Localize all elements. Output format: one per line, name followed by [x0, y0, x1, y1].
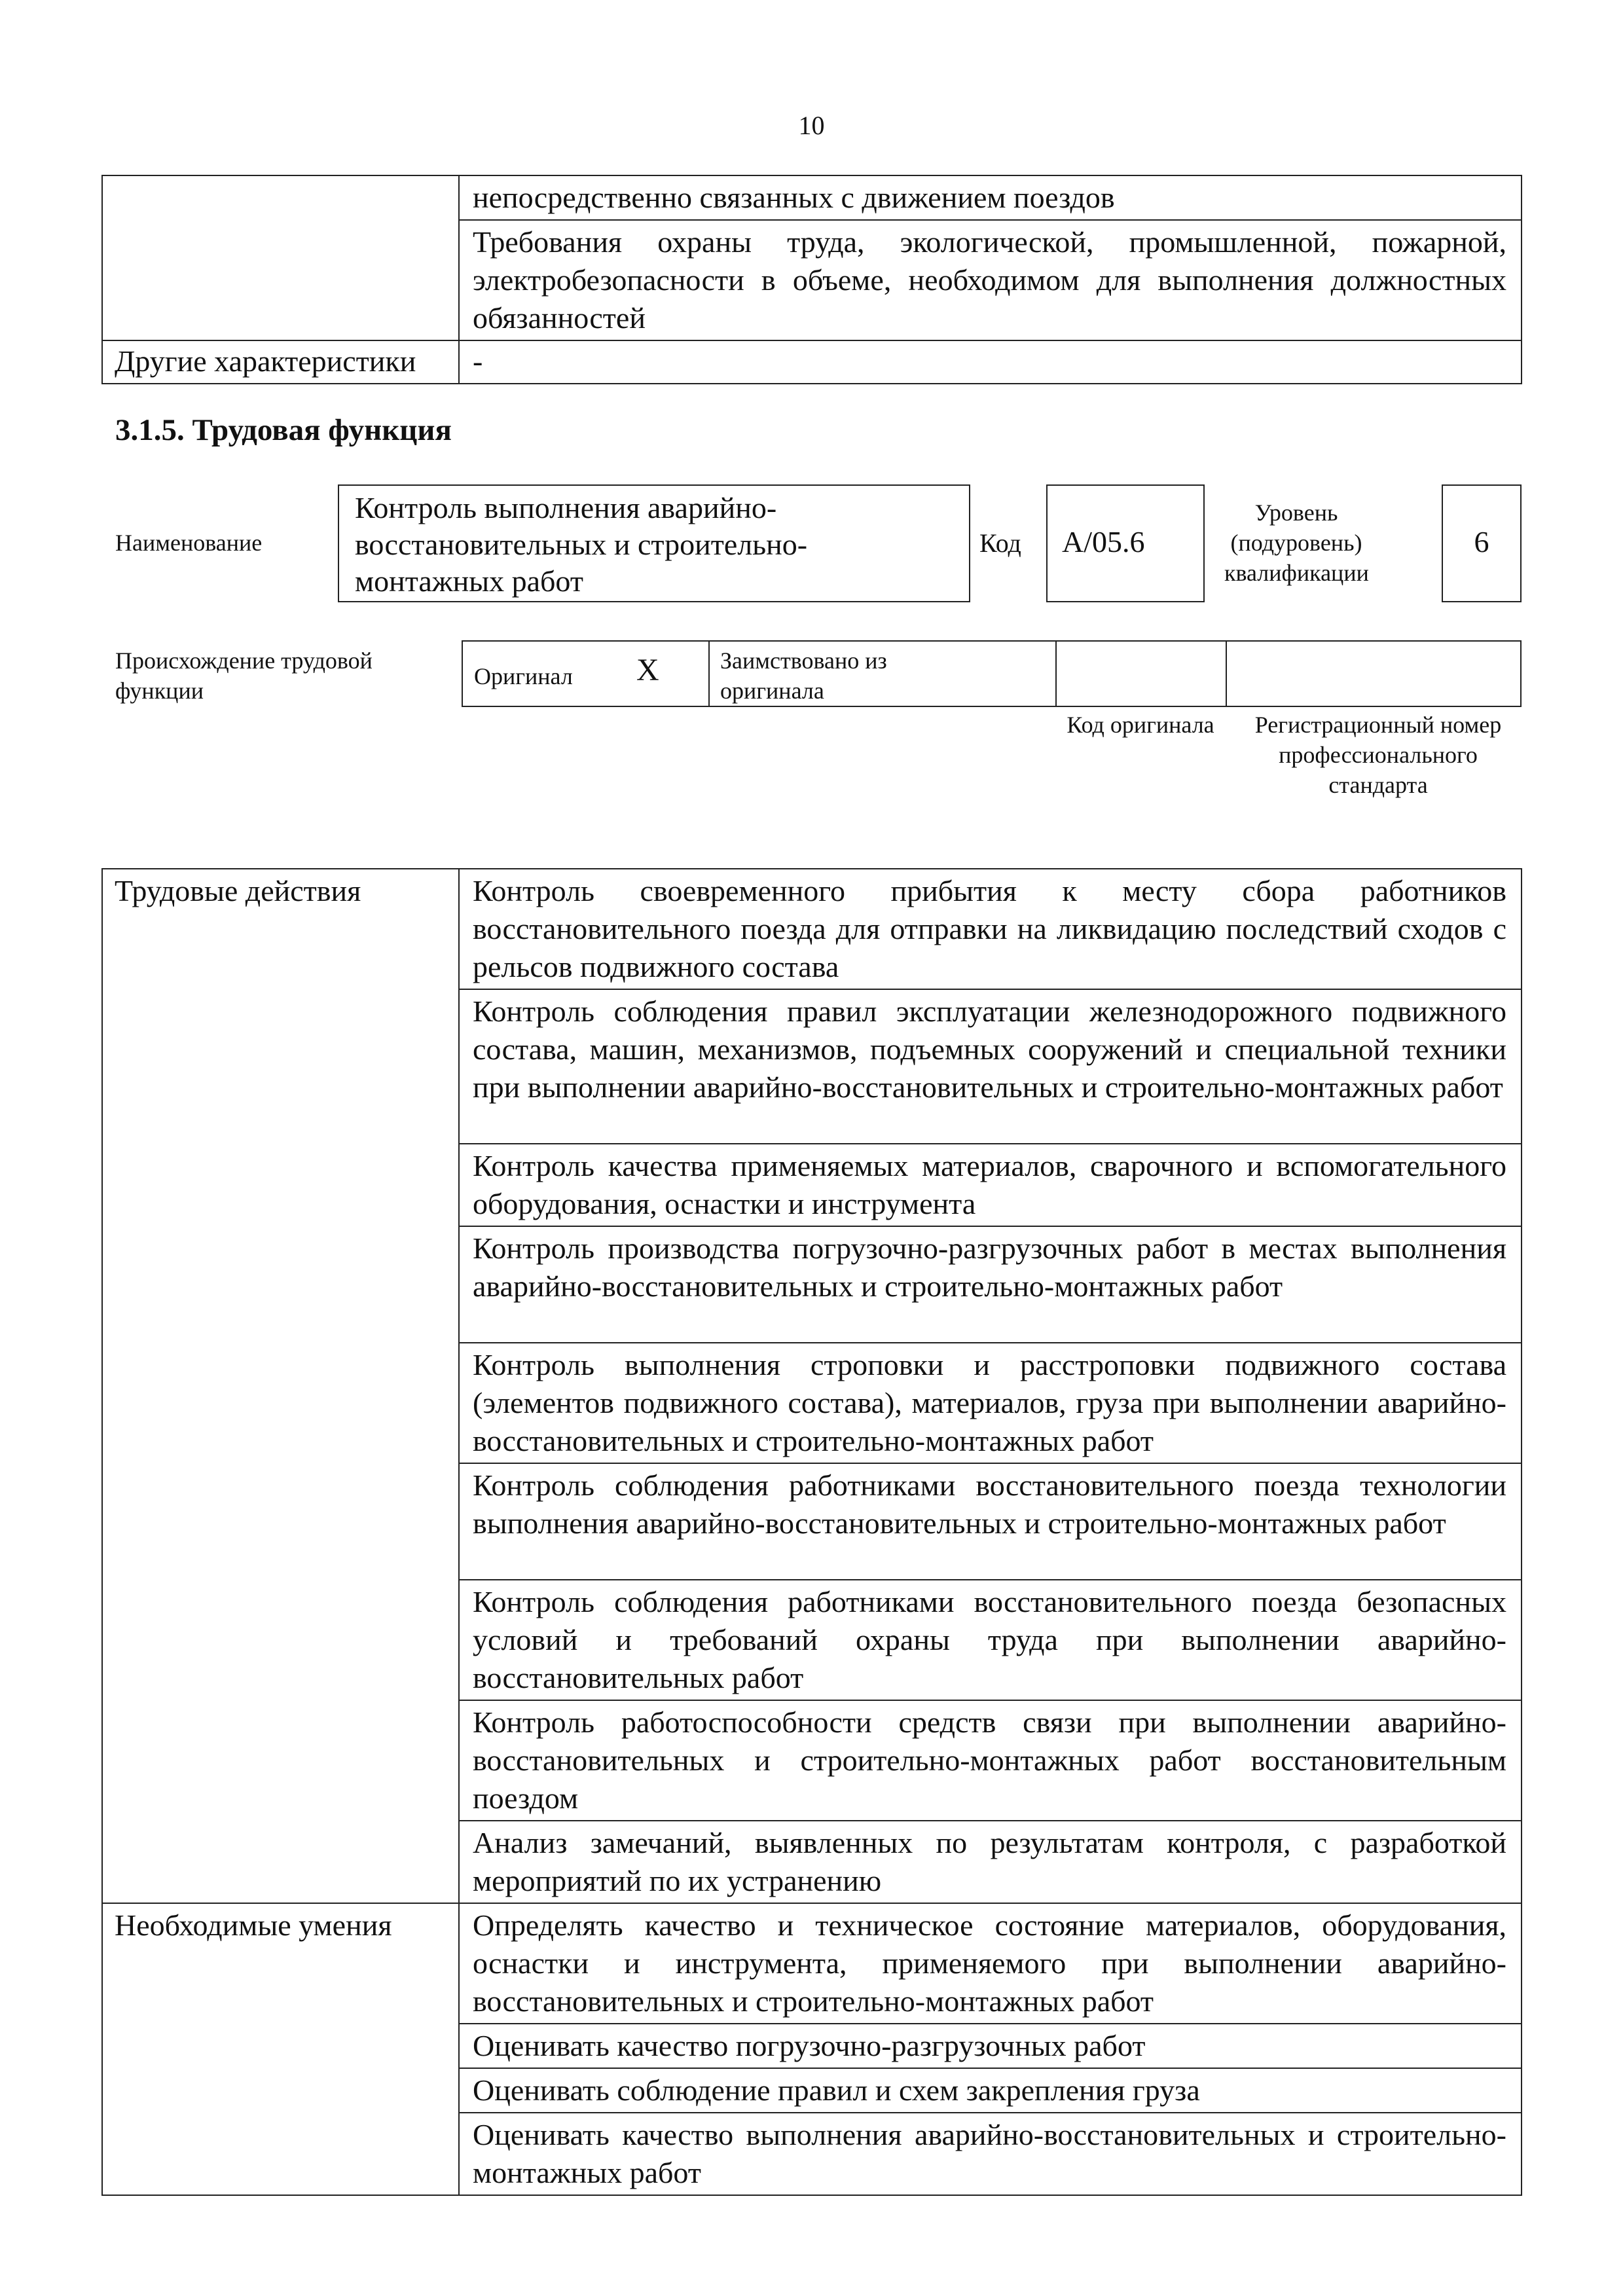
item-cell [459, 2113, 1522, 2195]
row-label: Необходимые умения [115, 1908, 392, 1942]
code-caption: Код оригинала [1067, 712, 1214, 738]
origin-divider [708, 640, 710, 706]
item-cell [459, 1226, 1522, 1343]
item-text: Контроль качества применяемых материалов, сварочного и вспомогательного оборудования, оснастки и инструмента [473, 1149, 1506, 1220]
item-text: Требования охраны труда, экологической, промышленной, пожарной, электробезопасности в объеме, необходимом для выполнения должностных обязанностей [473, 225, 1506, 335]
original-mark: X [636, 653, 659, 687]
item-cell [459, 1343, 1522, 1463]
page-number: 10 [798, 111, 825, 140]
item-cell [459, 1463, 1522, 1580]
row-label-cell [102, 1903, 459, 2195]
item-cell [459, 2068, 1522, 2113]
origin-divider [1055, 640, 1057, 706]
item-cell [459, 1580, 1522, 1700]
item-cell [459, 1700, 1522, 1821]
row-label: Другие характеристики [115, 344, 416, 378]
code-box [1046, 484, 1205, 602]
origin-bottom-border [462, 706, 1522, 707]
origin-divider [1226, 640, 1227, 706]
row-label-cell [102, 340, 459, 384]
item-text: Контроль своевременного прибытия к месту сбора работников восстановительного поезда для отправки на ликвидацию последствий сходов с рельсов подвижного состава [473, 874, 1506, 983]
item-cell [459, 869, 1522, 989]
item-cell [459, 220, 1522, 340]
item-cell [459, 1903, 1522, 2024]
table-row [102, 175, 1522, 220]
item-cell [459, 989, 1522, 1144]
row-label [103, 176, 458, 181]
table-row [102, 1903, 1522, 2024]
item-text: Оценивать соблюдение правил и схем закрепления груза [473, 2073, 1200, 2107]
item-text: непосредственно связанных с движением поездов [473, 181, 1115, 214]
item-text: Анализ замечаний, выявленных по результатам контроля, с разработкой мероприятий по их устранению [473, 1826, 1506, 1897]
origin-label: Происхождение трудовой функции [115, 647, 373, 704]
item-text: - [473, 344, 483, 378]
item-text: Оценивать качество выполнения аварийно-восстановительных и строительно-монтажных работ [473, 2118, 1506, 2189]
origin-divider [1520, 640, 1522, 706]
item-text: Контроль соблюдения правил эксплуатации железнодорожного подвижного состава, машин, механизмов, подъемных сооружений и специальной техники при выполнении аварийно-восстановительных и строительно-монтажных работ [473, 994, 1506, 1104]
item-cell [459, 2024, 1522, 2068]
reg-caption: Регистрационный номер профессионального стандарта [1254, 712, 1502, 798]
item-text: Контроль выполнения строповки и расстроповки подвижного состава (элементов подвижного состава), материалов, груза при выполнении аварийно-восстановительных и строительно-монтажных работ [473, 1348, 1506, 1457]
origin-divider [462, 640, 463, 706]
item-cell [459, 340, 1522, 384]
level-label: Уровень (подуровень) квалификации [1224, 500, 1369, 586]
continuation-table [101, 175, 1522, 384]
item-text: Контроль соблюдения работниками восстановительного поезда безопасных условий и требований охраны труда при выполнении аварийно-восстановительных работ [473, 1585, 1506, 1694]
item-cell [459, 1144, 1522, 1226]
item-cell [459, 1821, 1522, 1903]
item-text: Контроль соблюдения работниками восстановительного поезда технологии выполнения аварийно-восстановительных и строительно-монтажных работ [473, 1468, 1506, 1540]
section-title: 3.1.5. Трудовая функция [115, 413, 452, 447]
name-label: Наименование [115, 530, 263, 556]
code-label: Код [979, 528, 1021, 558]
item-text: Определять качество и техническое состояние материалов, оборудования, оснастки и инструмента, применяемого при выполнении аварийно-восстановительных и строительно-монтажных работ [473, 1908, 1506, 2018]
table-row [102, 340, 1522, 384]
original-label: Оригинал [474, 663, 573, 689]
name-box [338, 484, 970, 602]
level-value: 6 [1474, 525, 1489, 558]
function-name: Контроль выполнения аварийно-восстановительных и строительно-монтажных работ [355, 491, 808, 598]
item-cell [459, 175, 1522, 220]
table-row [102, 869, 1522, 989]
row-label-cell [102, 175, 459, 340]
item-text: Контроль производства погрузочно-разгрузочных работ в местах выполнения аварийно-восстановительных и строительно-монтажных работ [473, 1231, 1506, 1303]
origin-top-border [462, 640, 1522, 642]
function-table [101, 868, 1522, 2196]
level-box [1442, 484, 1522, 602]
row-label: Трудовые действия [115, 874, 361, 907]
row-label-cell [102, 869, 459, 1903]
item-text: Контроль работоспособности средств связи при выполнении аварийно-восстановительных и строительно-монтажных работ восстановительным поездом [473, 1705, 1506, 1815]
borrowed-label: Заимствовано из оригинала [720, 647, 887, 704]
code-value: A/05.6 [1062, 525, 1145, 558]
item-text: Оценивать качество погрузочно-разгрузочных работ [473, 2029, 1146, 2062]
